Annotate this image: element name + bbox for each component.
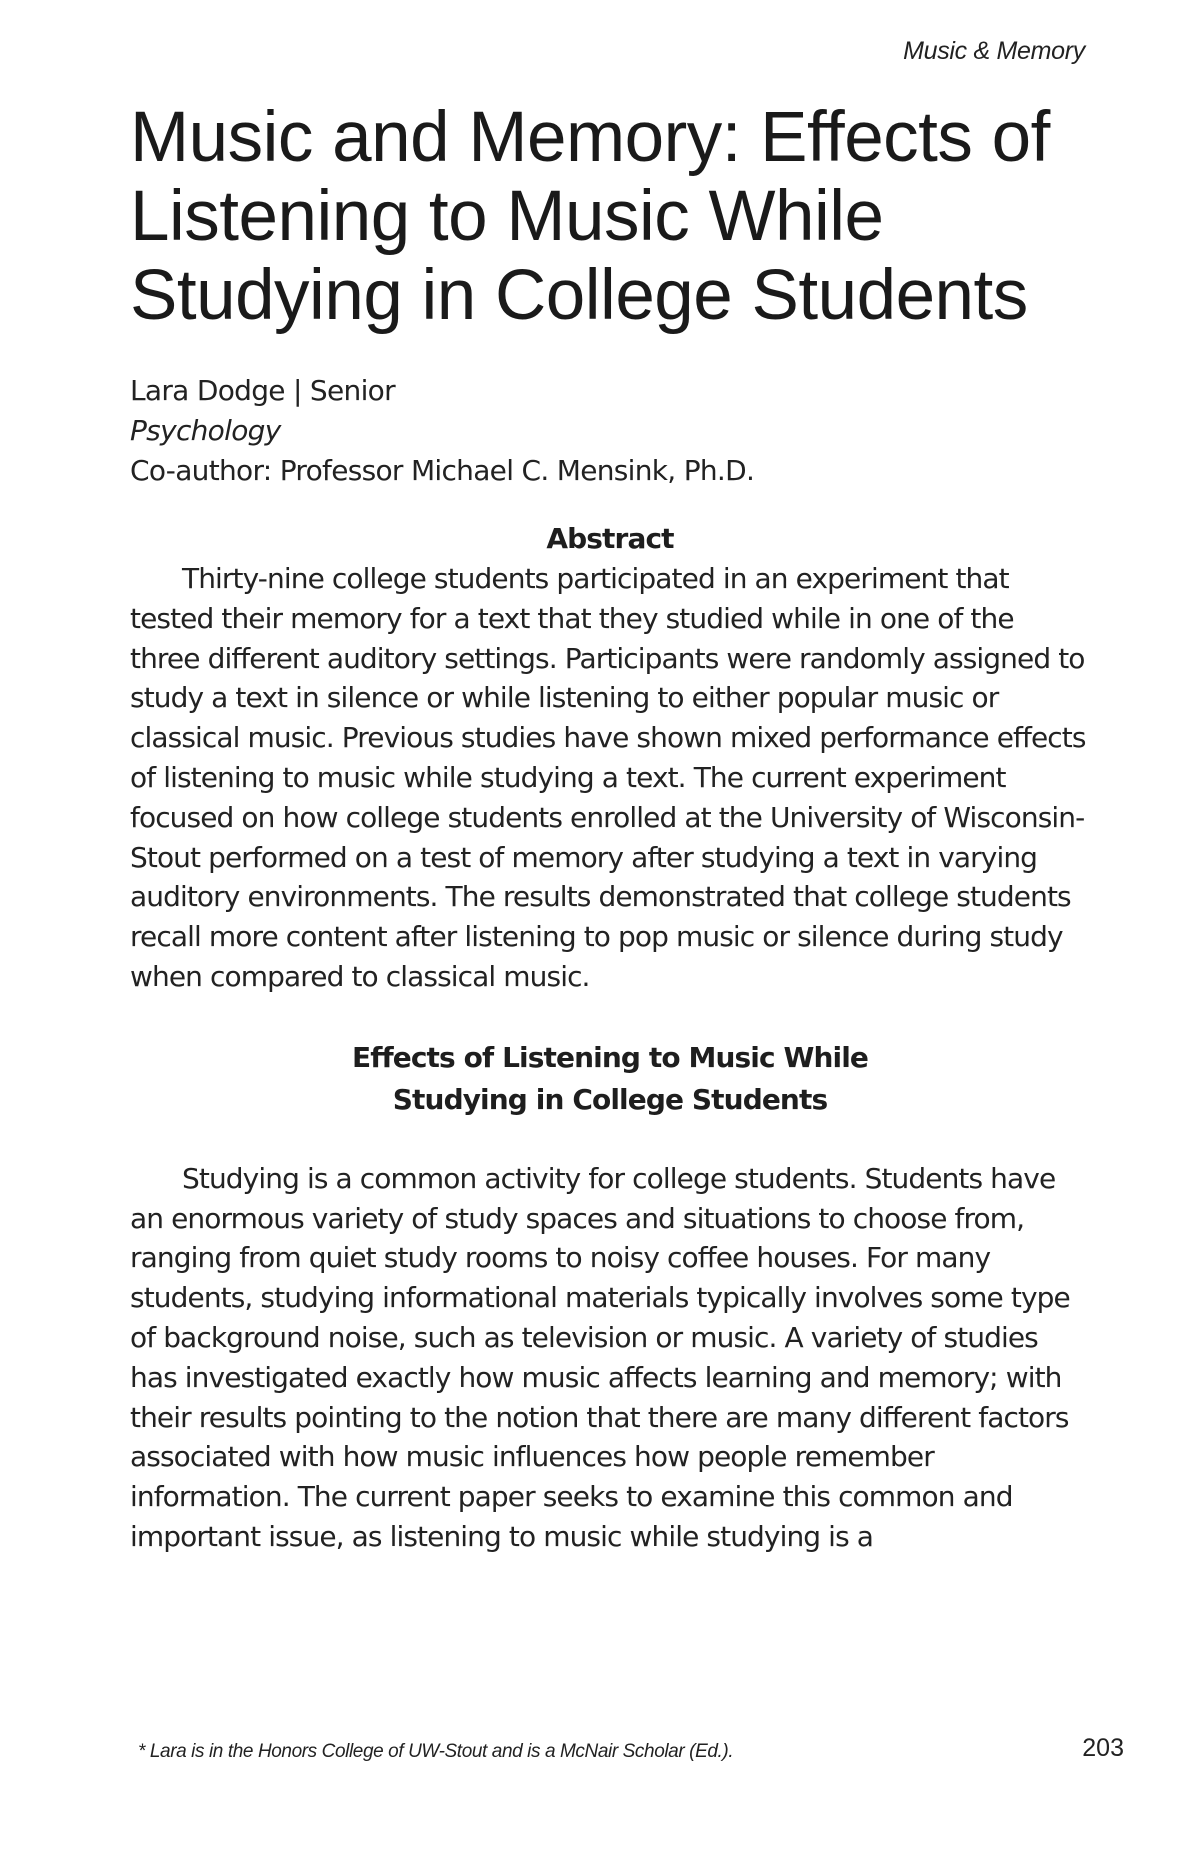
author-name: Lara Dodge | Senior [130, 374, 395, 407]
running-head: Music & Memory [903, 37, 1085, 65]
footnote: * Lara is in the Honors College of UW-Stout and is a McNair Scholar (Ed.). [138, 1741, 734, 1762]
section-heading-line-1: Effects of Listening to Music While [351, 1040, 869, 1074]
section-heading [130, 1037, 1090, 1121]
abstract-paragraph: Thirty-nine college students participated in an experiment that tested their memory for a text that they studied while in one of the three different auditory settings. Participants were randomly assigned to study a text in silence or while listening to either popular music or classical music. Previous studies have shown mixed performance effects of listening to music while studying a text. The current experiment focused on how college students enrolled at the University of Wisconsin-Stout performed on a test of memory after studying a text in varying auditory environments. The results demonstrated that college students recall more content after listening to pop music or silence during study when compared to classical music. [130, 562, 1086, 993]
article-content [130, 98, 1090, 1557]
abstract-heading: Abstract [546, 522, 674, 555]
page-number: 203 [1082, 1734, 1124, 1762]
author-department: Psychology [130, 414, 281, 447]
article-title: Music and Memory: Effects of Listening to Music While Studying in College Students [130, 98, 1050, 335]
author-block [130, 371, 1090, 491]
coauthor-line: Co-author: Professor Michael C. Mensink, Ph.D. [130, 454, 755, 487]
section-heading-line-2: Studying in College Students [392, 1082, 828, 1116]
body-paragraph: Studying is a common activity for college students. Students have an enormous variety of study spaces and situations to choose from, ranging from quiet study rooms to noisy coffee houses. For many students, studying informational materials typically involves some type of background noise, such as television or music. A variety of studies has investigated exactly how music affects learning and memory; with their results pointing to the notion that there are many different factors associated with how music influences how people remember information. The current paper seeks to examine this common and important issue, as listening to music while studying is a [130, 1161, 1070, 1553]
